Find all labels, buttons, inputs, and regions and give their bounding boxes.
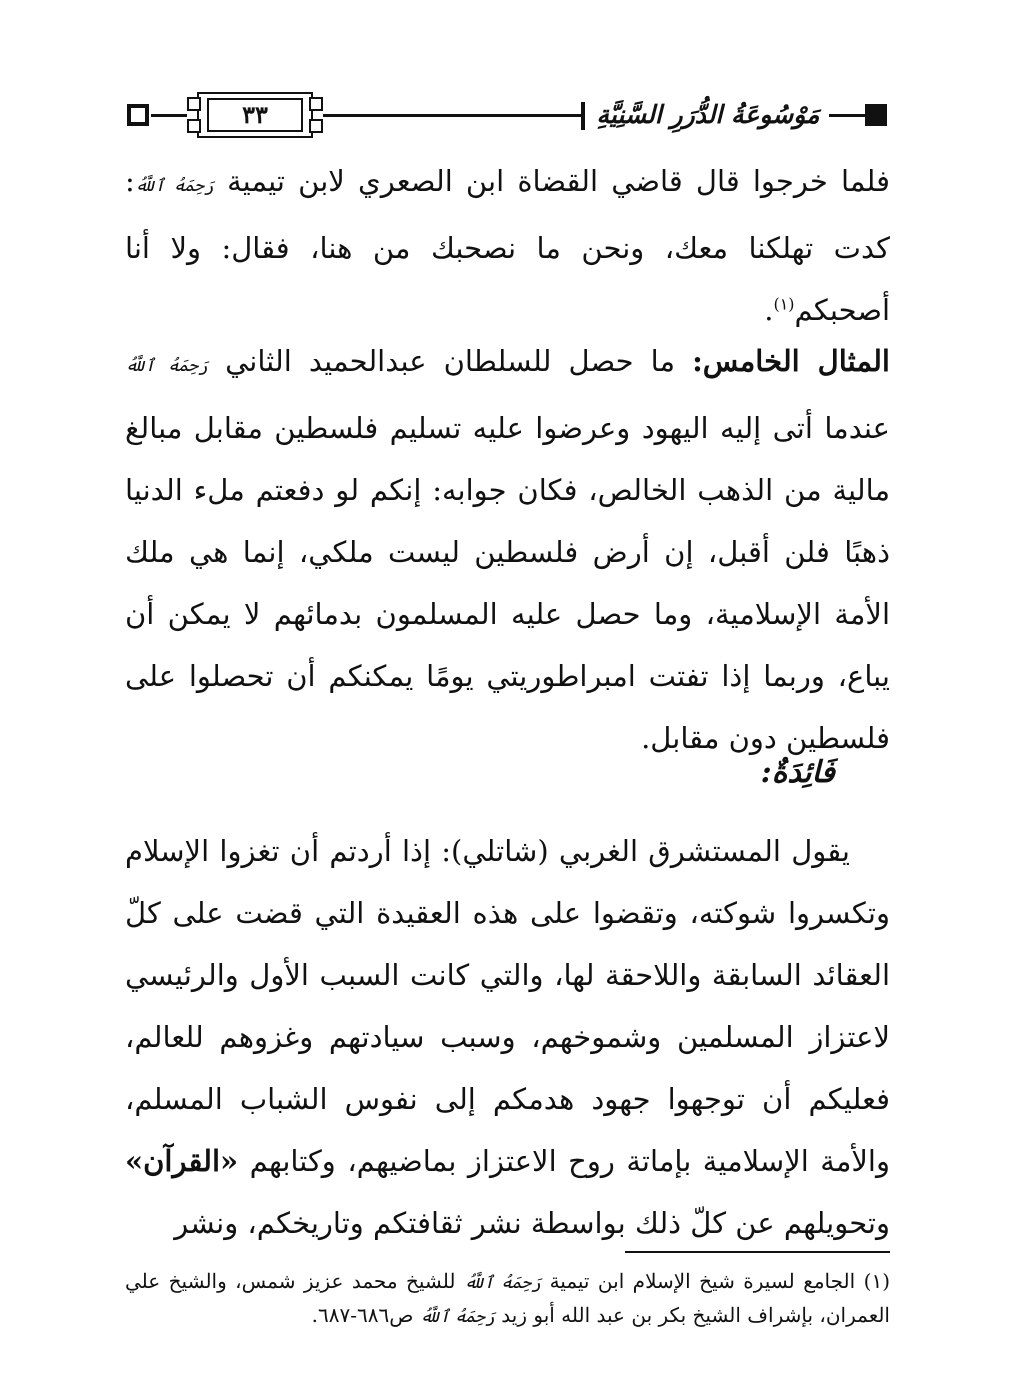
footnote-text-end: ص٦٨٦-٦٨٧. (311, 1303, 420, 1327)
honorific: رَحِمَهُ ٱللَّهُ (134, 176, 214, 196)
paragraph-3 (125, 820, 890, 1254)
paragraph-1 (125, 150, 890, 341)
header-rule-left (151, 114, 187, 117)
p2-text: ما حصل للسلطان عبدالحميد الثاني (225, 344, 693, 378)
footnote-text-mid: للشيخ محمد عزيز شمس، والشيخ علي العمران، بإشراف الشيخ بكر بن عبد الله أبو زيد (125, 1269, 890, 1327)
example-label: المثال الخامس: (692, 344, 890, 378)
footnote-number: (١) (863, 1269, 891, 1293)
paragraph-2 (125, 330, 890, 769)
header-tick-mark (581, 102, 585, 130)
honorific: رَحِمَهُ ٱللَّهُ (463, 1273, 542, 1293)
page-number: ٣٣ (242, 100, 268, 129)
frame-ornament-icon (309, 119, 323, 133)
footnote-separator (625, 1251, 890, 1253)
p2-text-cont: عندما أتى إليه اليهود وعرضوا عليه تسليم فلسطين مقابل مبالغ مالية من الذهب الخالص، فكان جوابه: إنكم لو دفعتم ملء الدنيا ذهبًا فلن أقبل، إن أرض فلسطين ليست ملكي، إنما هي ملك الأمة الإسلامية، وما حصل عليه المسلمون بدمائهم لا يمكن أن يباع، وربما إذا تفتت امبراطوريتي يومًا يمكنكم أن تحصلوا على فلسطين دون مقابل. (125, 411, 890, 755)
p1-end: . (764, 293, 774, 327)
p3-text: يقول المستشرق الغربي (شاتلي): إذا أردتم أن تغزوا الإسلام وتكسروا شوكته، وتقضوا على هذه العقيدة التي قضت على كلّ العقائد السابقة واللاحقة لها، والتي كانت السبب الأول والرئيسي لاعتزاز المسلمين وشموخهم، وسبب سيادتهم وغزوهم للعالم، فعليكم أن توجهوا جهود هدمكم إلى نفوس الشباب المسلم، والأمة الإسلامية بإماتة روح الاعتزاز بماضيهم، وكتابهم (125, 834, 890, 1178)
p3-text-cont: وتحويلهم عن كلّ ذلك بواسطة نشر ثقافتكم وتاريخكم، ونشر (174, 1206, 890, 1240)
header-square-outline-icon (127, 104, 149, 126)
footnote (125, 1265, 890, 1333)
frame-ornament-icon (187, 119, 201, 133)
frame-ornament-icon (309, 97, 323, 111)
honorific: رَحِمَهُ ٱللَّهُ (125, 356, 208, 376)
frame-ornament-icon (187, 97, 201, 111)
quran-term: «القرآن» (125, 1144, 239, 1178)
footnote-text: الجامع لسيرة شيخ الإسلام ابن تيمية (549, 1269, 864, 1293)
p1-text-cont: : كدت تهلكنا معك، ونحن ما نصحبك من هنا، فقال: ولا أنا أصحبكم (125, 164, 890, 327)
header-rule-middle (323, 114, 581, 117)
header-square-filled-icon (865, 104, 887, 126)
page-number-frame (187, 92, 323, 138)
page-header (125, 88, 890, 144)
p1-text: فلما خرجوا قال قاضي القضاة ابن الصعري لابن تيمية (227, 164, 891, 198)
section-title: فَائِدَةٌ: (760, 755, 835, 790)
footnote-reference[interactable]: (١) (773, 294, 795, 314)
honorific: رَحِمَهُ ٱللَّهُ (419, 1307, 495, 1327)
header-rule-right (829, 114, 865, 117)
running-title: مَوْسُوعَةُ الدُّرَرِ السَّنِيَّةِ (596, 100, 820, 129)
